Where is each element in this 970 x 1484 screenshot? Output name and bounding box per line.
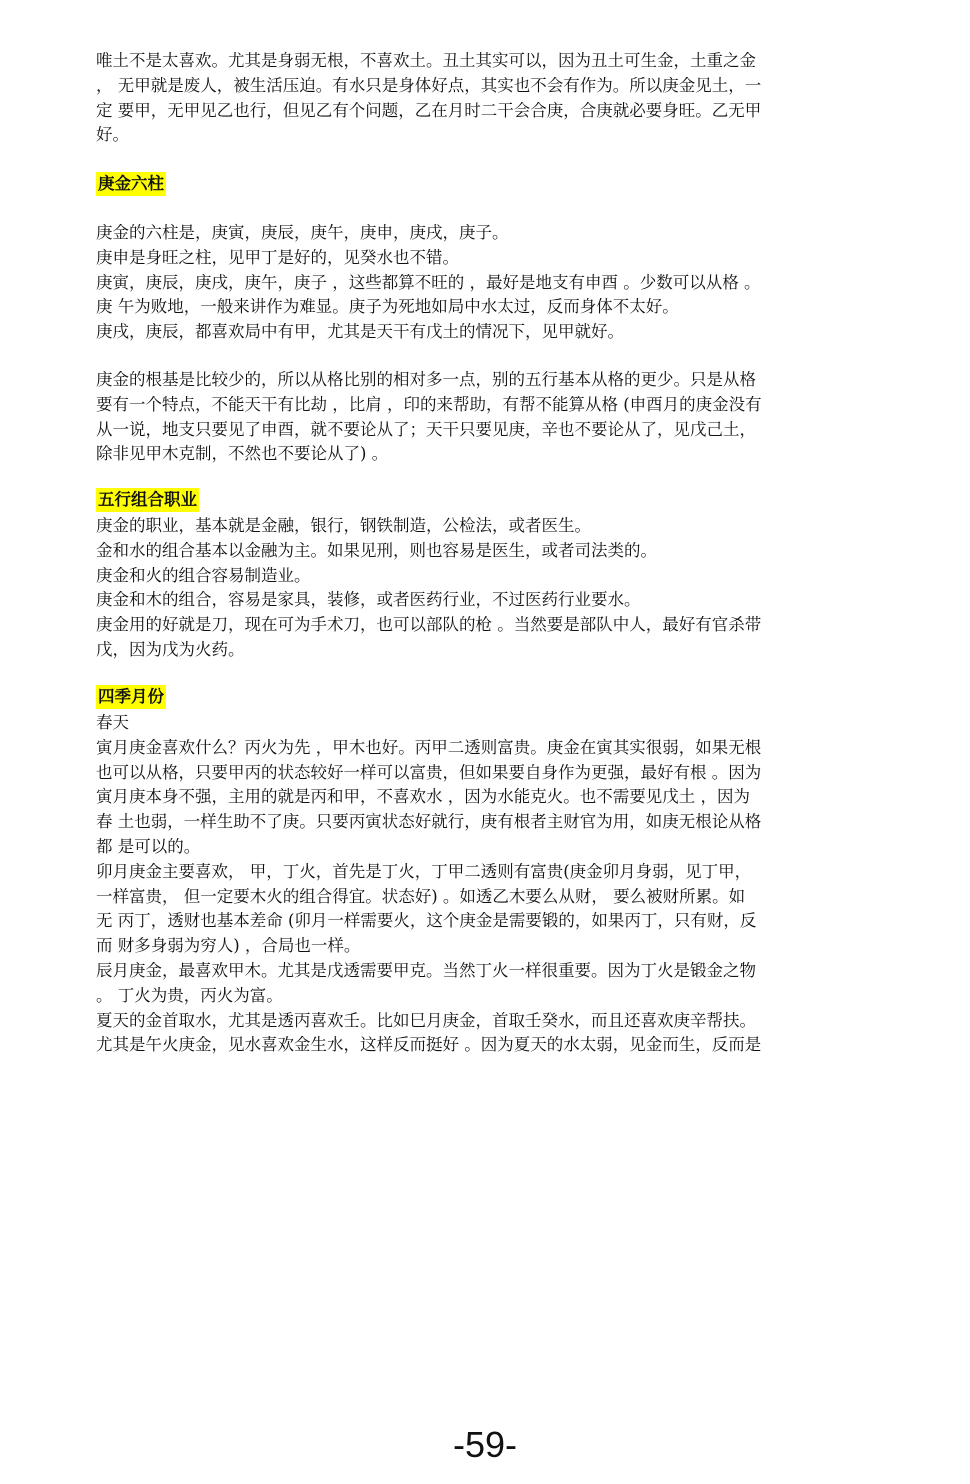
text-line: 都 是可以的。 bbox=[96, 836, 201, 856]
text-line: 庚金的根基是比较少的，所以从格比别的相对多一点，别的五行基本从格的更少。只是从格 bbox=[96, 370, 756, 389]
text-line: 定 要甲，无甲见乙也行，但见乙有个问题，乙在月时二干会合庚，合庚就必要身旺。乙无甲 bbox=[96, 100, 762, 120]
text-line: 庚金的六柱是，庚寅，庚辰，庚午，庚申，庚戌，庚子。 bbox=[96, 223, 509, 242]
text-line: 夏天的金首取水，尤其是透丙喜欢壬。比如巳月庚金，首取壬癸水，而且还喜欢庚辛帮扶。 bbox=[96, 1010, 756, 1030]
text-line: 卯月庚金主要喜欢， 甲，丁火，首先是丁火，丁甲二透则有富贵(庚金卯月身弱，见丁甲， bbox=[96, 861, 752, 881]
text-line: 春天 bbox=[96, 713, 129, 732]
text-line: 一样富贵， 但一定要木火的组合得宜。状态好) 。如透乙木要么从财， 要么被财所累。如 bbox=[96, 886, 746, 906]
text-line: 庚金的职业，基本就是金融，银行，钢铁制造，公检法，或者医生。 bbox=[96, 516, 591, 535]
text-line: 庚金用的好就是刀，现在可为手术刀，也可以部队的枪 。当然要是部队中人，最好有官杀带 bbox=[96, 615, 762, 635]
text-line: 庚寅，庚辰，庚戌，庚午，庚子 ，这些都算不旺的 ，最好是地支有申酉 。少数可以从格 。 bbox=[96, 272, 761, 292]
text-line: 。 丁火为贵，丙火为富。 bbox=[96, 985, 283, 1005]
six-pillars-paragraph bbox=[96, 221, 886, 345]
text-line: 辰月庚金，最喜欢甲木。尤其是戊透需要甲克。当然丁火一样很重要。因为丁火是锻金之物 bbox=[96, 960, 756, 980]
section-heading: 庚金六柱 bbox=[96, 172, 166, 196]
text-line: 寅月庚本身不强，主用的就是丙和甲，不喜欢水 ，因为水能克火。也不需要见戊土 ，因为 bbox=[96, 787, 750, 807]
text-line: 尤其是午火庚金，见水喜欢金生水，这样反而挺好 。因为夏天的水太弱，见金而生，反而是 bbox=[96, 1035, 762, 1055]
text-line: 春 土也弱，一样生助不了庚。只要丙寅状态好就行，庚有根者主财官为用，如庚无根论从格 bbox=[96, 812, 762, 832]
text-line: 庚 午为败地，一般来讲作为难显。庚子为死地如局中水太过，反而身体不太好。 bbox=[96, 297, 679, 317]
text-line: 要有一个特点，不能天干有比劫 ，比肩 ，印的来帮助，有帮不能算从格 (申酉月的庚金没有 bbox=[96, 394, 762, 414]
text-line: 而 财多身弱为穷人) ，合局也一样。 bbox=[96, 936, 361, 956]
intro-paragraph bbox=[96, 49, 886, 148]
career-paragraph bbox=[96, 514, 886, 663]
seasons-paragraph bbox=[96, 711, 886, 1058]
section-heading: 四季月份 bbox=[96, 685, 166, 709]
text-line: 庚金和木的组合，容易是家具，装修，或者医药行业，不过医药行业要水。 bbox=[96, 590, 641, 610]
root-paragraph bbox=[96, 368, 886, 467]
page-number: -59- bbox=[452, 1424, 518, 1465]
text-line: 庚金和火的组合容易制造业。 bbox=[96, 565, 311, 585]
section-geng-six-pillars bbox=[96, 172, 886, 196]
text-line: 除非见甲木克制，不然也不要论从了) 。 bbox=[96, 444, 389, 464]
text-line: 寅月庚金喜欢什么？丙火为先 ，甲木也好。丙甲二透则富贵。庚金在寅其实很弱，如果无根 bbox=[96, 737, 762, 757]
text-line: 从一说，地支只要见了申酉，就不要论从了；天干只要见庚，辛也不要论从了，见戊己土， bbox=[96, 419, 756, 439]
text-line: 无 丙丁，透财也基本差命 (卯月一样需要火，这个庚金是需要锻的，如果丙丁，只有财，反 bbox=[96, 911, 757, 931]
text-line: 庚申是身旺之柱，见甲丁是好的，见癸水也不错。 bbox=[96, 247, 459, 267]
text-line: 唯土不是太喜欢。尤其是身弱无根，不喜欢土。丑土其实可以，因为丑土可生金，土重之金 bbox=[96, 51, 756, 70]
section-career bbox=[96, 488, 886, 512]
section-seasons bbox=[96, 685, 886, 709]
section-heading: 五行组合职业 bbox=[96, 488, 199, 512]
text-line: 庚戌，庚辰，都喜欢局中有甲，尤其是天干有戊土的情况下，见甲就好。 bbox=[96, 322, 624, 342]
text-line: 金和水的组合基本以金融为主。如果见刑，则也容易是医生，或者司法类的。 bbox=[96, 540, 657, 560]
text-line: 好。 bbox=[96, 125, 129, 145]
text-line: ， 无甲就是废人，被生活压迫。有水只是身体好点，其实也不会有作为。所以庚金见土，一 bbox=[96, 75, 762, 95]
text-line: 也可以从格，只要甲丙的状态较好一样可以富贵，但如果要自身作为更强，最好有根 。因为 bbox=[96, 762, 762, 782]
text-line: 戊，因为戊为火药。 bbox=[96, 639, 245, 659]
